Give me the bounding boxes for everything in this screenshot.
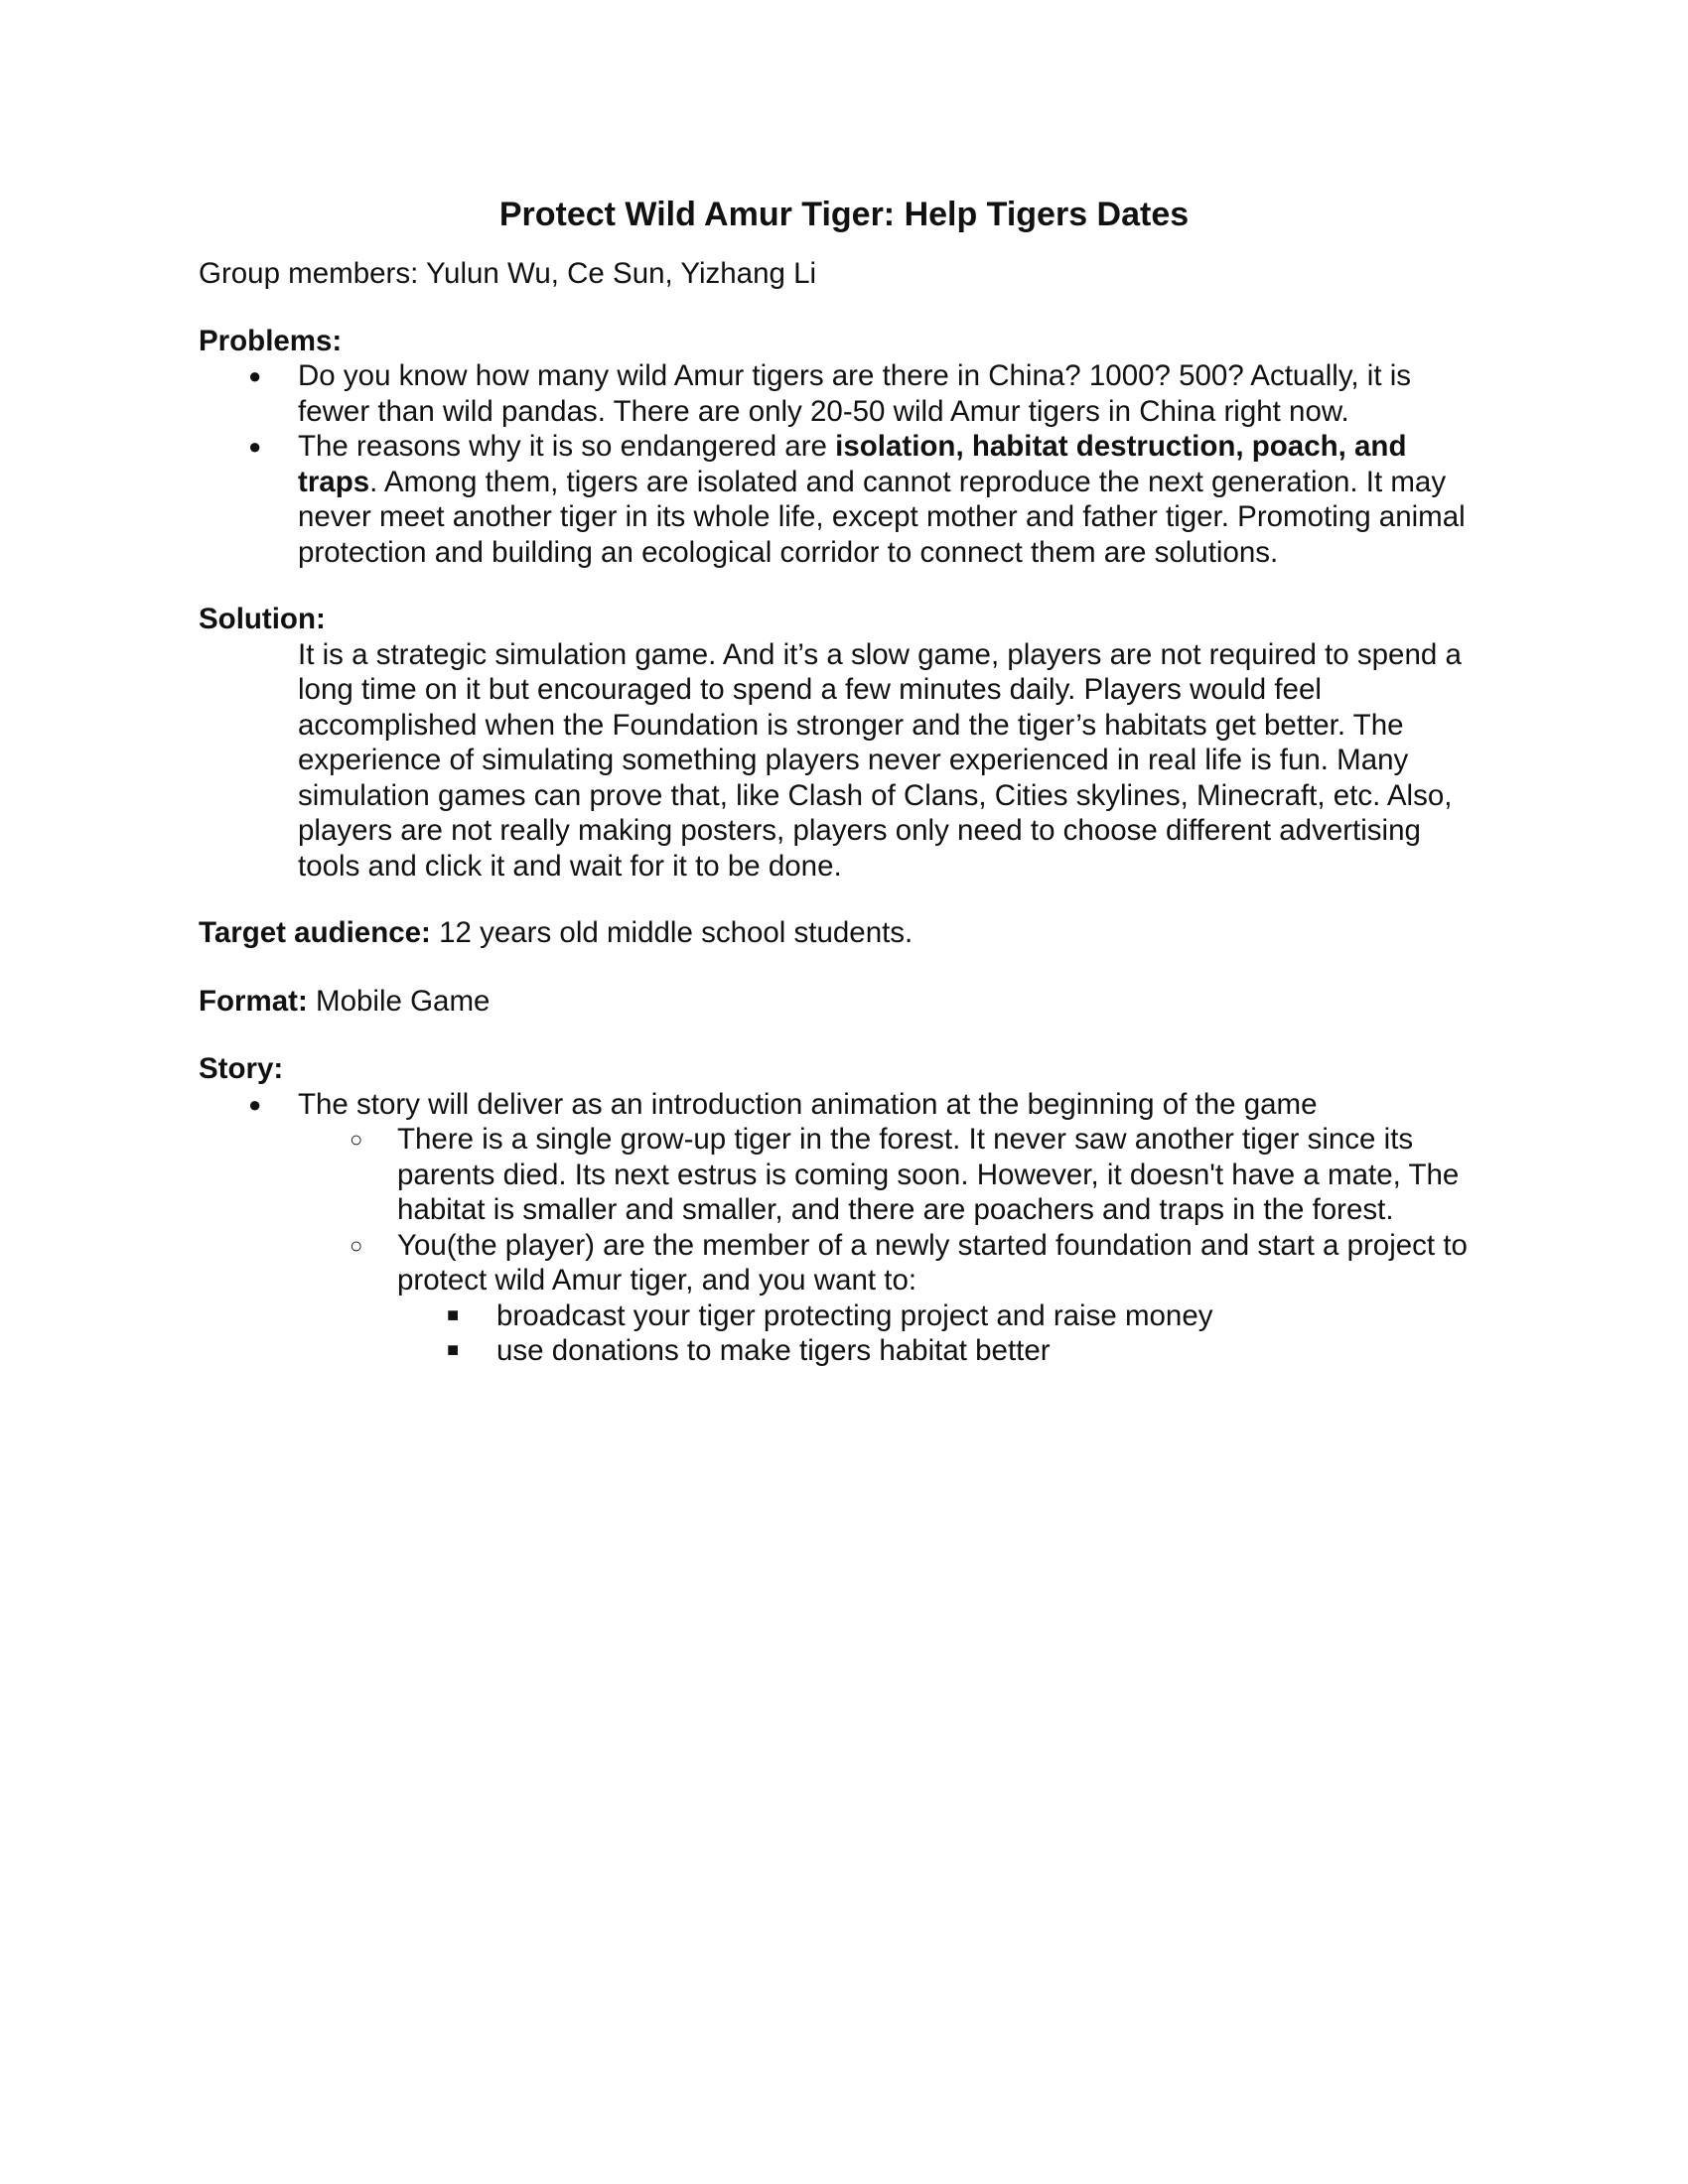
target-audience-section — [199, 915, 1489, 951]
story-sub-item-2: You(the player) are the member of a newly started foundation and start a project to protect wild Amur tiger, and you want to: — [397, 1228, 1468, 1297]
problems-item-2-sep-2: , — [1235, 430, 1252, 463]
list-item — [199, 429, 1489, 570]
solution-heading: Solution: — [199, 603, 326, 635]
list-item — [199, 358, 1489, 429]
list-item — [397, 1298, 1489, 1334]
solution-text: It is a strategic simulation game. And it’s a slow game, players are not required to spend a long time on it but encouraged to spend a few minutes daily. Players would feel accomplished when the Foundation is stronger and the tiger’s habitats get better. The experience of simulating something players never experienced in real life is fun. Many simulation games can prove that, like Clash of Clans, Cities skylines, Minecraft, etc. Also, players are not really making posters, players only need to choose different advertising tools and click it and wait for it to be done. — [298, 637, 1462, 883]
story-item-1: The story will deliver as an introduction animation at the beginning of the game — [298, 1087, 1318, 1121]
problems-item-2-prefix: The reasons why it is so endangered are — [298, 430, 836, 463]
bullet-dot-icon: ● — [248, 1091, 262, 1117]
document-page — [199, 195, 1489, 1369]
document-title: Protect Wild Amur Tiger: Help Tigers Dates — [498, 196, 1190, 233]
list-item — [298, 1228, 1489, 1369]
bullet-circle-icon: ○ — [350, 1127, 363, 1152]
story-list — [199, 1087, 1489, 1369]
problems-item-2-bold-poach: poach, and traps — [298, 430, 1407, 498]
story-subsublist — [397, 1298, 1489, 1369]
problems-item-2-bold-habitat: habitat destruction — [971, 430, 1236, 463]
problems-item-2-suffix: . Among them, tigers are isolated and cannot reproduce the next generation. It may never meet another tiger in its whole life, except mother and father tiger. Promoting animal protection and building an ecological corridor to connect them are solutions. — [298, 465, 1466, 569]
list-item — [397, 1333, 1489, 1369]
problems-section — [199, 324, 1489, 571]
format-label: Format: — [199, 984, 308, 1018]
story-subsub-item-1: broadcast your tiger protecting project and raise money — [496, 1298, 1213, 1332]
group-members: Group members: Yulun Wu, Ce Sun, Yizhang Li — [199, 257, 817, 290]
problems-heading: Problems: — [199, 324, 343, 357]
target-audience-label: Target audience: — [199, 916, 431, 949]
bullet-square-icon: ■ — [447, 1339, 460, 1361]
story-sublist — [298, 1122, 1489, 1369]
problems-item-2-sep-1: , — [955, 430, 972, 463]
format-section — [199, 984, 1489, 1020]
story-sub-item-1: There is a single grow-up tiger in the forest. It never saw another tiger since its parents died. Its next estrus is coming soon. However, it doesn't have a mate, The habitat is smaller and smaller, and there are poachers and traps in the forest. — [397, 1123, 1460, 1226]
solution-section — [199, 602, 1489, 884]
target-audience-value: 12 years old middle school students. — [430, 916, 914, 949]
bullet-circle-icon: ○ — [350, 1232, 363, 1258]
list-item — [199, 1087, 1489, 1369]
problems-item-1: Do you know how many wild Amur tigers are there in China? 1000? 500? Actually, it is fewer than wild pandas. There are only 20-50 wild Amur tigers in China right now. — [298, 359, 1412, 428]
problems-list — [199, 358, 1489, 570]
story-heading: Story: — [199, 1052, 284, 1085]
bullet-dot-icon: ● — [248, 363, 262, 388]
bullet-dot-icon: ● — [248, 434, 262, 459]
format-value: Mobile Game — [307, 984, 491, 1018]
bullet-square-icon: ■ — [447, 1303, 460, 1326]
problems-item-2-bold-isolation: isolation — [835, 430, 956, 463]
story-section — [199, 1051, 1489, 1369]
list-item — [298, 1122, 1489, 1228]
story-subsub-item-2: use donations to make tigers habitat better — [496, 1334, 1051, 1367]
